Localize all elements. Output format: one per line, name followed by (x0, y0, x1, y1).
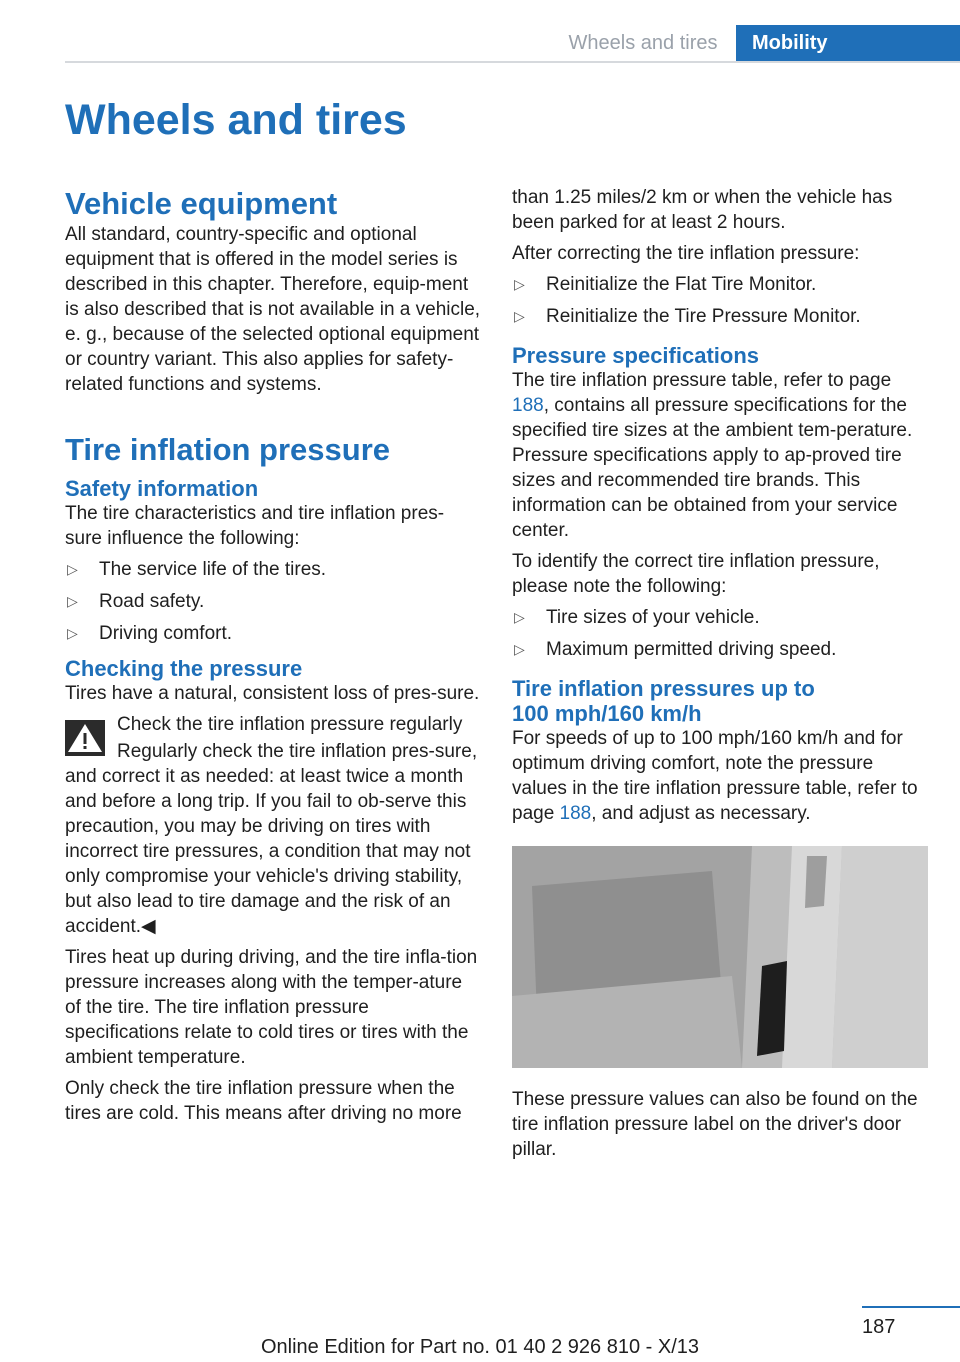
left-column (65, 186, 481, 1132)
continuation-text: than 1.25 miles/2 km or when the vehicle has been parked for at least 2 hours. (512, 187, 893, 233)
heading-tire-inflation: Tire inflation pressure (65, 432, 391, 467)
page-number: 187 (862, 1316, 896, 1338)
header-rule (65, 61, 960, 63)
after-bullet-list (512, 272, 932, 329)
warning-box (65, 712, 481, 939)
header-section-title: Wheels and tires (568, 32, 718, 54)
cold-text: Only check the tire inflation pressure when the tires are cold. This means after driving no more (65, 1078, 462, 1124)
checking-text: Tires have a natural, consistent loss of pres-sure. (65, 683, 480, 704)
safety-text: The tire characteristics and tire inflation pres-sure influence the following: (65, 503, 445, 549)
warning-title: Check the tire inflation pressure regularly (117, 714, 463, 735)
right-column (512, 185, 932, 1168)
list-item: ▷ Road safety. (67, 591, 205, 612)
bullet-triangle-icon: ▷ (514, 641, 525, 657)
header-chapter-tab: Mobility (736, 25, 960, 61)
list-item: ▷ Reinitialize the Tire Pressure Monitor. (514, 306, 861, 327)
list-item: ▷ Reinitialize the Flat Tire Monitor. (514, 274, 817, 295)
heading-vehicle-equipment: Vehicle equipment (65, 186, 338, 221)
bullet-triangle-icon: ▷ (67, 625, 78, 641)
footer-rule (862, 1306, 960, 1308)
door-pillar-photo (512, 846, 928, 1068)
list-item: ▷ The service life of the tires. (67, 559, 327, 580)
photo-caption: These pressure values can also be found on the tire inflation pressure label on the driver's door pillar. (512, 1089, 918, 1160)
heading-up-to-100: Tire inflation pressures up to 100 mph/160 km/h (512, 676, 815, 726)
up-to-100-text: For speeds of up to 100 mph/160 km/h and for optimum driving comfort, note the pressure values in the tire inflation pressure table, refer to page 188, and adjust as necessary. (512, 728, 918, 824)
list-item: ▷ Driving comfort. (67, 623, 233, 644)
heading-checking-pressure: Checking the pressure (65, 656, 303, 681)
warning-icon (65, 720, 105, 756)
heading-pressure-specifications: Pressure specifications (512, 343, 760, 368)
heat-text: Tires heat up during driving, and the tire infla-tion pressure increases along with the temper-ature of the tire. The tire inflation pressure specifications relate to cold tires or tires with the ambient temperature. (65, 947, 478, 1068)
bullet-triangle-icon: ▷ (514, 609, 525, 625)
vehicle-equipment-text: All standard, country-specific and optional equipment that is offered in the model series is described in this chapter. Therefore, equip-ment is also described that is not available in a vehicle, e. g., because of the selected optional equipment or country variant. This also applies for safety-related functions and systems. (65, 224, 481, 395)
bullet-triangle-icon: ▷ (67, 593, 78, 609)
after-correcting-text: After correcting the tire inflation pressure: (512, 243, 860, 264)
bullet-triangle-icon: ▷ (514, 308, 525, 324)
footer-edition: Online Edition for Part no. 01 40 2 926 810 - X/13 (260, 1336, 700, 1358)
heading-safety-information: Safety information (65, 476, 259, 501)
bullet-triangle-icon: ▷ (67, 561, 78, 577)
identify-text: To identify the correct tire inflation pressure, please note the following: (512, 551, 880, 597)
safety-bullet-list (65, 557, 481, 646)
warning-text: Regularly check the tire inflation pres-sure, and correct it as needed: at least twice a month and before a long trip. If you fail to ob-serve this precaution, you may be driving on tires with incorrect tire pressures, a condition that may not only compromise your vehicle's driving stability, but also lead to tire damage and the risk of an accident.◀ (65, 741, 478, 937)
list-item: ▷ Tire sizes of your vehicle. (514, 607, 760, 628)
bullet-triangle-icon: ▷ (514, 276, 525, 292)
page-link-188[interactable]: 188 (559, 803, 592, 824)
list-item: ▷ Maximum permitted driving speed. (514, 639, 837, 660)
page-link-188[interactable]: 188 (512, 395, 544, 416)
pressure-spec-text: The tire inflation pressure table, refer to page 188, contains all pressure specifications for the specified tire sizes at the ambient tem-perature. Pressure specifications apply to ap-proved tire sizes and recommended tire brands. This information can be obtained from your service center. (512, 370, 913, 541)
page-title: Wheels and tires (65, 96, 407, 144)
identify-bullet-list (512, 605, 932, 662)
